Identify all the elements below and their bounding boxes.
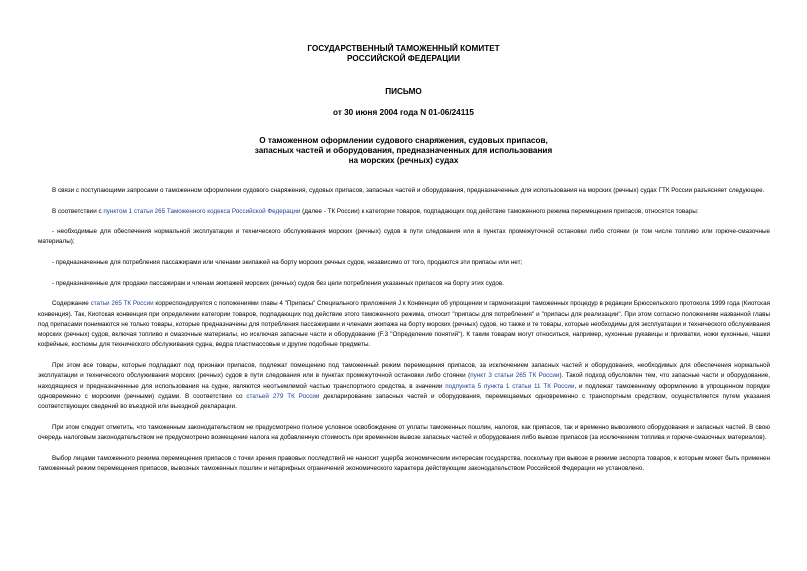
subject-line-2: запасных частей и оборудования, предназначенных для использования [254,146,553,155]
paragraph-text: При этом все товары, которые подпадают под признаки припасов, подлежат помещению под таможенный режим перемещения припасов, за исключением запасных частей и оборудования, необходимых для обеспечения нормальной эксплуатации и технического обслуживания морских (речных) судов в пути следования или в пунктах промежуточной остановки либо стоянки ( [38,362,770,380]
link-article-11[interactable]: подпункта 5 пункта 1 статьи 11 ТК России [445,382,575,390]
list-item-consumption: - предназначенные для потребления пассажирами или членами экипажей на борту морских речных судов, независимо от того, продаются эти припасы или нет; [52,259,523,267]
paragraph-text: (далее - ТК России) к категории товаров, подпадающих под действие таможенного режима перемещения припасов, относятся товары: [300,207,699,215]
paragraph-text: декларирование запасных частей и оборудования, перемещаемых одновременно с транспортным средством, осуществляется путем указания соответствующих сведений во въездной или выездной декларации. [38,392,770,411]
document-kind: ПИСЬМО [385,87,422,96]
list-item-sale: - предназначенные для продажи пассажирам и членам экипажей морских (речных) судов без цели потребления указанных припасов на борту этих судов. [52,279,504,287]
org-line-1: ГОСУДАРСТВЕННЫЙ ТАМОЖЕННЫЙ КОМИТЕТ [307,44,500,53]
subject-line-1: О таможенном оформлении судового снаряжения, судовых припасов, [259,136,548,145]
org-line-2: РОССИЙСКОЙ ФЕДЕРАЦИИ [347,54,460,63]
issuing-organization [0,44,807,64]
subject-line-3: на морских (речных) судах [348,156,459,165]
paragraph-intro: В связи с поступающими запросами о таможенном оформлении судового снаряжения, судовых припасов, запасных частей и оборудования, предназначенных для использования на морских (речных) судах ГТК России разъясняет следующее. [52,187,765,194]
paragraph-text: ). Такой подход обусловлен тем, что запасные части и оборудование, находящиеся и предназначенные для использования на судне, являются неотъемлемой частью транспортного средства, в значении [38,372,770,390]
paragraph-text: , и подлежат таможенному оформлению в упрощенном порядке одновременно с морскими (речными) судами. В соответствии со [38,382,770,400]
link-article-279[interactable]: статьей 279 ТК России [246,392,320,400]
paragraph-duties: При этом следует отметить, что таможенным законодательством не предусмотрено полное условное освобождение от уплаты таможенных пошлин, налогов, как припасов, так и временно вывозимого оборудования и запасных частей. В свою очередь налоговым законодательством не предусмотрено возмещение налога на добавленную стоимость при временном вывозе запасных частей и оборудования либо вывозе припасов (за исключением топлива и горюче-смазочных материалов). [38,423,770,442]
document-date-number: от 30 июня 2004 года N 01-06/24115 [333,108,474,117]
document-subject [0,136,807,166]
paragraph-conclusion: Выбор лицами таможенного режима перемещения припасов с точки зрения правовых последствий не наносит ущерба экономическим интересам государства, поскольку при вывозе в режиме экспорта товаров, к которым может быть применен таможенный режим перемещения припасов, вывозных таможенных пошлин и нетарифных ограничений экономического характера действующим законодательством Российской Федерации не установлено. [38,454,770,473]
link-article-265-p3[interactable]: пункт 3 статьи 265 ТК России [470,372,560,380]
paragraph-spare-parts [38,361,770,412]
paragraph-text: В соответствии с [52,207,104,215]
paragraph-text: Содержание [52,300,91,308]
link-article-265[interactable]: статьи 265 ТК России [90,300,154,308]
link-article-265-p1[interactable]: пунктом 1 статьи 265 Таможенного кодекса Российской Федерации [103,207,301,215]
list-item-maintenance: - необходимые для обеспечения нормальной эксплуатации и технического обслуживания морских (речных) судов в пути следования или в пунктах промежуточной остановки либо стоянки (и том числе топливо или горюче-смазочные материалы); [38,228,770,246]
paragraph-text: корреспондируется с положениями главы 4 "Припасы" Специального приложения J к Конвенции об упрощении и гармонизации таможенных процедур в редакции Брюссельского протокола 1999 года (Киотская конвенция). Так, Киотская конвенция при определении категории товаров, подпадающих под действие этого таможенного режима, относит "припасы для потребления" и "припасы для реализации". При этом согласно положениям названной главы под припасами понимаются не только товары, которые предназначены для потребления пассажирами и членами экипажа на борту морских (речных) судов, но также и те товары, которые необходимы для эксплуатации и технического обслуживания морских (речных) судов, включая топливо и смазочные материалы, но исключая запасные части и оборудование (F.3 "Определение понятий"). К таким товарам могут относиться, например, кухонные рукавицы и прихватки, ножи кухонные, чашки кофейные, костюмы для технического обслуживания судна, ведра пластмассовые и другие подобные предметы. [38,300,770,349]
paragraph-kyoto-convention [38,299,770,350]
document-body [38,186,770,485]
paragraph-legal-basis [38,207,770,217]
